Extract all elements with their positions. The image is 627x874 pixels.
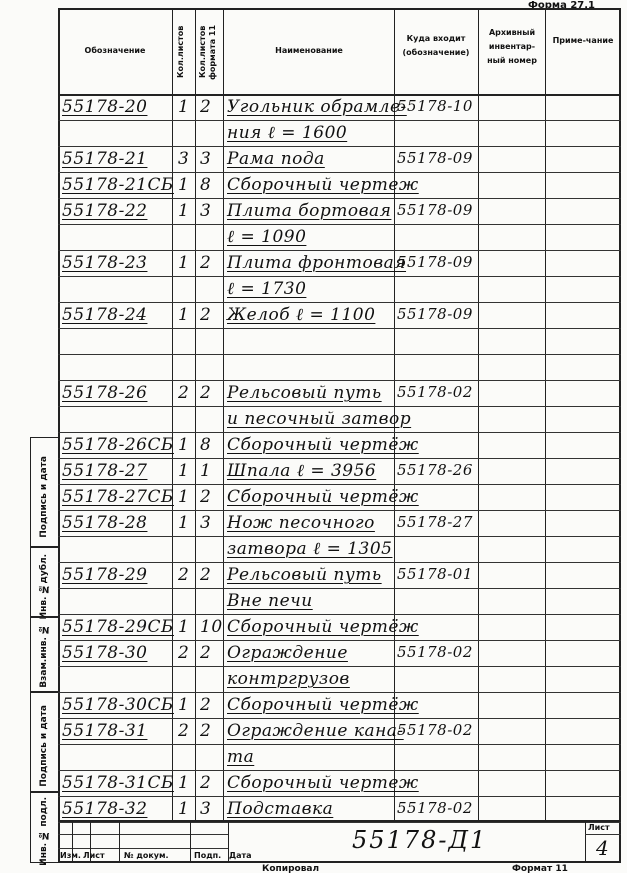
- stamp-list: Лист: [83, 851, 105, 860]
- row-line: [58, 380, 621, 381]
- row-name: Сборочный чертёж: [227, 435, 419, 455]
- row-line: [58, 796, 621, 797]
- row-designation: 55178-23: [62, 253, 148, 273]
- row-sheet-count-format: 8: [200, 435, 212, 455]
- row-designation: 55178-32: [62, 799, 148, 819]
- side-box-sign-date-top: [30, 437, 60, 547]
- row-where-used: 55178-02: [397, 383, 473, 401]
- title-block-top-line: [58, 820, 621, 822]
- row-name: Ограждение: [227, 643, 348, 663]
- row-name: Сборочный чертеж: [227, 773, 419, 793]
- row-line: [58, 406, 621, 407]
- header-designation: Обозначение: [84, 46, 146, 55]
- row-designation: 55178-20: [62, 97, 148, 117]
- row-name: контргрузов: [227, 669, 350, 689]
- title-block-row-line: [58, 848, 228, 849]
- row-line: [58, 510, 621, 511]
- row-name: затвора ℓ = 1305: [227, 539, 393, 559]
- col-line: [195, 8, 196, 820]
- row-designation: 55178-30: [62, 643, 148, 663]
- row-line: [58, 432, 621, 433]
- row-line: [58, 562, 621, 563]
- row-name: Угольник обрамле-: [227, 97, 407, 117]
- row-designation: 55178-31СБ: [62, 773, 174, 793]
- row-where-used: 55178-02: [397, 721, 473, 739]
- row-designation: 55178-27: [62, 461, 148, 481]
- header-where-used: Куда входит (обозначение): [402, 34, 470, 57]
- row-name: Плита фронтовая: [227, 253, 407, 273]
- row-line: [58, 484, 621, 485]
- row-sheet-count-format: 3: [200, 149, 212, 169]
- row-name: Желоб ℓ = 1100: [227, 305, 376, 325]
- row-sheet-count: 1: [178, 175, 190, 195]
- footer-copied: Копировал: [262, 864, 320, 874]
- row-name: Ограждение кана-: [227, 721, 404, 741]
- row-line: [58, 822, 621, 823]
- row-designation: 55178-26: [62, 383, 148, 403]
- row-sheet-count: 1: [178, 253, 190, 273]
- row-sheet-count-format: 2: [200, 383, 212, 403]
- row-sheet-count-format: 8: [200, 175, 212, 195]
- row-sheet-count: 1: [178, 513, 190, 533]
- row-sheet-count: 1: [178, 435, 190, 455]
- row-sheet-count: 1: [178, 487, 190, 507]
- row-sheet-count-format: 2: [200, 643, 212, 663]
- row-line: [58, 120, 621, 121]
- header-notes: Приме-чание: [552, 36, 614, 45]
- row-sheet-count-format: 2: [200, 97, 212, 117]
- header-bottom-line: [58, 94, 621, 96]
- row-name: ℓ = 1730: [227, 279, 307, 299]
- header-sheet-count: Кол.листов: [176, 25, 185, 79]
- row-sheet-count: 1: [178, 773, 190, 793]
- row-where-used: 55178-09: [397, 201, 473, 219]
- row-line: [58, 276, 621, 277]
- row-sheet-count-format: 2: [200, 565, 212, 585]
- row-sheet-count-format: 1: [200, 461, 212, 481]
- row-line: [58, 666, 621, 667]
- row-line: [58, 744, 621, 745]
- document-number: 55178-Д1: [352, 826, 488, 854]
- row-line: [58, 250, 621, 251]
- row-name: та: [227, 747, 255, 767]
- stamp-sign: Подп.: [194, 851, 222, 860]
- row-where-used: 55178-09: [397, 305, 473, 323]
- row-name: Подставка: [227, 799, 334, 819]
- stamp-izm: Изм.: [60, 851, 81, 860]
- sheet-box-line: [585, 834, 621, 835]
- side-box-vzam-inv: [30, 617, 60, 692]
- row-designation: 55178-29СБ: [62, 617, 174, 637]
- row-designation: 55178-31: [62, 721, 148, 741]
- row-sheet-count: 2: [178, 721, 190, 741]
- row-line: [58, 614, 621, 615]
- side-label-inv-dup: Инв. №дубл.: [39, 554, 49, 620]
- row-designation: 55178-22: [62, 201, 148, 221]
- side-label-sign-date-top: Подпись и дата: [39, 456, 49, 538]
- row-sheet-count: 1: [178, 461, 190, 481]
- row-name: Сборочный чертеж: [227, 175, 419, 195]
- row-name: Нож песочного: [227, 513, 375, 533]
- side-box-inv-dup: [30, 547, 60, 620]
- row-sheet-count-format: 2: [200, 695, 212, 715]
- row-sheet-count-format: 3: [200, 513, 212, 533]
- row-name: Рама пода: [227, 149, 325, 169]
- row-designation: 55178-28: [62, 513, 148, 533]
- row-name: Рельсовый путь: [227, 383, 382, 403]
- row-sheet-count: 1: [178, 97, 190, 117]
- row-line: [58, 172, 621, 173]
- row-sheet-count: 1: [178, 201, 190, 221]
- row-designation: 55178-26СБ: [62, 435, 174, 455]
- row-line: [58, 302, 621, 303]
- side-label-inv-orig: Инв. № подл.: [39, 797, 49, 866]
- side-label-sign-date-bottom: Подпись и дата: [39, 705, 49, 787]
- row-name: Плита бортовая: [227, 201, 392, 221]
- row-line: [58, 328, 621, 329]
- row-where-used: 55178-01: [397, 565, 473, 583]
- side-box-sign-date-bottom: [30, 692, 60, 792]
- row-sheet-count-format: 3: [200, 799, 212, 819]
- row-name: ния ℓ = 1600: [227, 123, 348, 143]
- row-sheet-count: 1: [178, 799, 190, 819]
- row-sheet-count: 2: [178, 643, 190, 663]
- row-where-used: 55178-02: [397, 643, 473, 661]
- row-name: Шпала ℓ = 3956: [227, 461, 377, 481]
- sheet-label: Лист: [588, 823, 610, 832]
- row-line: [58, 458, 621, 459]
- row-name: Рельсовый путь: [227, 565, 382, 585]
- row-line: [58, 588, 621, 589]
- row-sheet-count-format: 3: [200, 201, 212, 221]
- sheet-number: 4: [596, 836, 609, 860]
- row-designation: 55178-27СБ: [62, 487, 174, 507]
- row-sheet-count-format: 2: [200, 305, 212, 325]
- stamp-doc-no: № докум.: [124, 851, 169, 860]
- stamp-date: Дата: [229, 851, 252, 860]
- row-sheet-count: 2: [178, 565, 190, 585]
- row-sheet-count-format: 2: [200, 721, 212, 741]
- row-line: [58, 536, 621, 537]
- title-block-row-line: [58, 834, 228, 835]
- row-sheet-count: 1: [178, 617, 190, 637]
- side-box-inv-orig: [30, 792, 60, 866]
- header-name: Наименование: [275, 46, 343, 55]
- row-sheet-count-format: 2: [200, 487, 212, 507]
- row-line: [58, 692, 621, 693]
- row-designation: 55178-24: [62, 305, 148, 325]
- row-line: [58, 640, 621, 641]
- row-designation: 55178-21СБ: [62, 175, 174, 195]
- row-name: Сборочный чертёж: [227, 695, 419, 715]
- row-where-used: 55178-27: [397, 513, 473, 531]
- row-line: [58, 224, 621, 225]
- row-line: [58, 770, 621, 771]
- row-sheet-count-format: 2: [200, 773, 212, 793]
- side-label-vzam-inv: Взам.инв. №: [39, 624, 49, 688]
- row-line: [58, 718, 621, 719]
- row-where-used: 55178-09: [397, 253, 473, 271]
- row-line: [58, 354, 621, 355]
- row-designation: 55178-21: [62, 149, 148, 169]
- col-line: [223, 8, 224, 820]
- row-designation: 55178-30СБ: [62, 695, 174, 715]
- row-where-used: 55178-10: [397, 97, 473, 115]
- form-label: Форма 27,1: [527, 0, 595, 11]
- row-name: Сборочный чертёж: [227, 617, 419, 637]
- row-sheet-count: 1: [178, 305, 190, 325]
- row-where-used: 55178-02: [397, 799, 473, 817]
- row-name: Вне печи: [227, 591, 313, 611]
- col-line: [545, 8, 546, 820]
- row-sheet-count-format: 2: [200, 253, 212, 273]
- row-sheet-count: 2: [178, 383, 190, 403]
- row-sheet-count: 1: [178, 695, 190, 715]
- row-line: [58, 198, 621, 199]
- footer-format: Формат 11: [512, 864, 568, 874]
- row-sheet-count-format: 10: [200, 617, 223, 637]
- row-sheet-count: 3: [178, 149, 190, 169]
- row-name: Сборочный чертёж: [227, 487, 419, 507]
- col-line: [478, 8, 479, 820]
- row-where-used: 55178-26: [397, 461, 473, 479]
- title-col-line: [119, 820, 120, 863]
- row-designation: 55178-29: [62, 565, 148, 585]
- title-col-line: [585, 820, 586, 863]
- header-sheet-count-format: Кол.листов формата 11: [198, 24, 217, 80]
- row-name: ℓ = 1090: [227, 227, 307, 247]
- row-line: [58, 146, 621, 147]
- title-col-line: [190, 820, 191, 863]
- row-name: и песочный затвор: [227, 409, 412, 429]
- row-where-used: 55178-09: [397, 149, 473, 167]
- header-archive: Архивный инвентар-ный номер: [487, 28, 537, 65]
